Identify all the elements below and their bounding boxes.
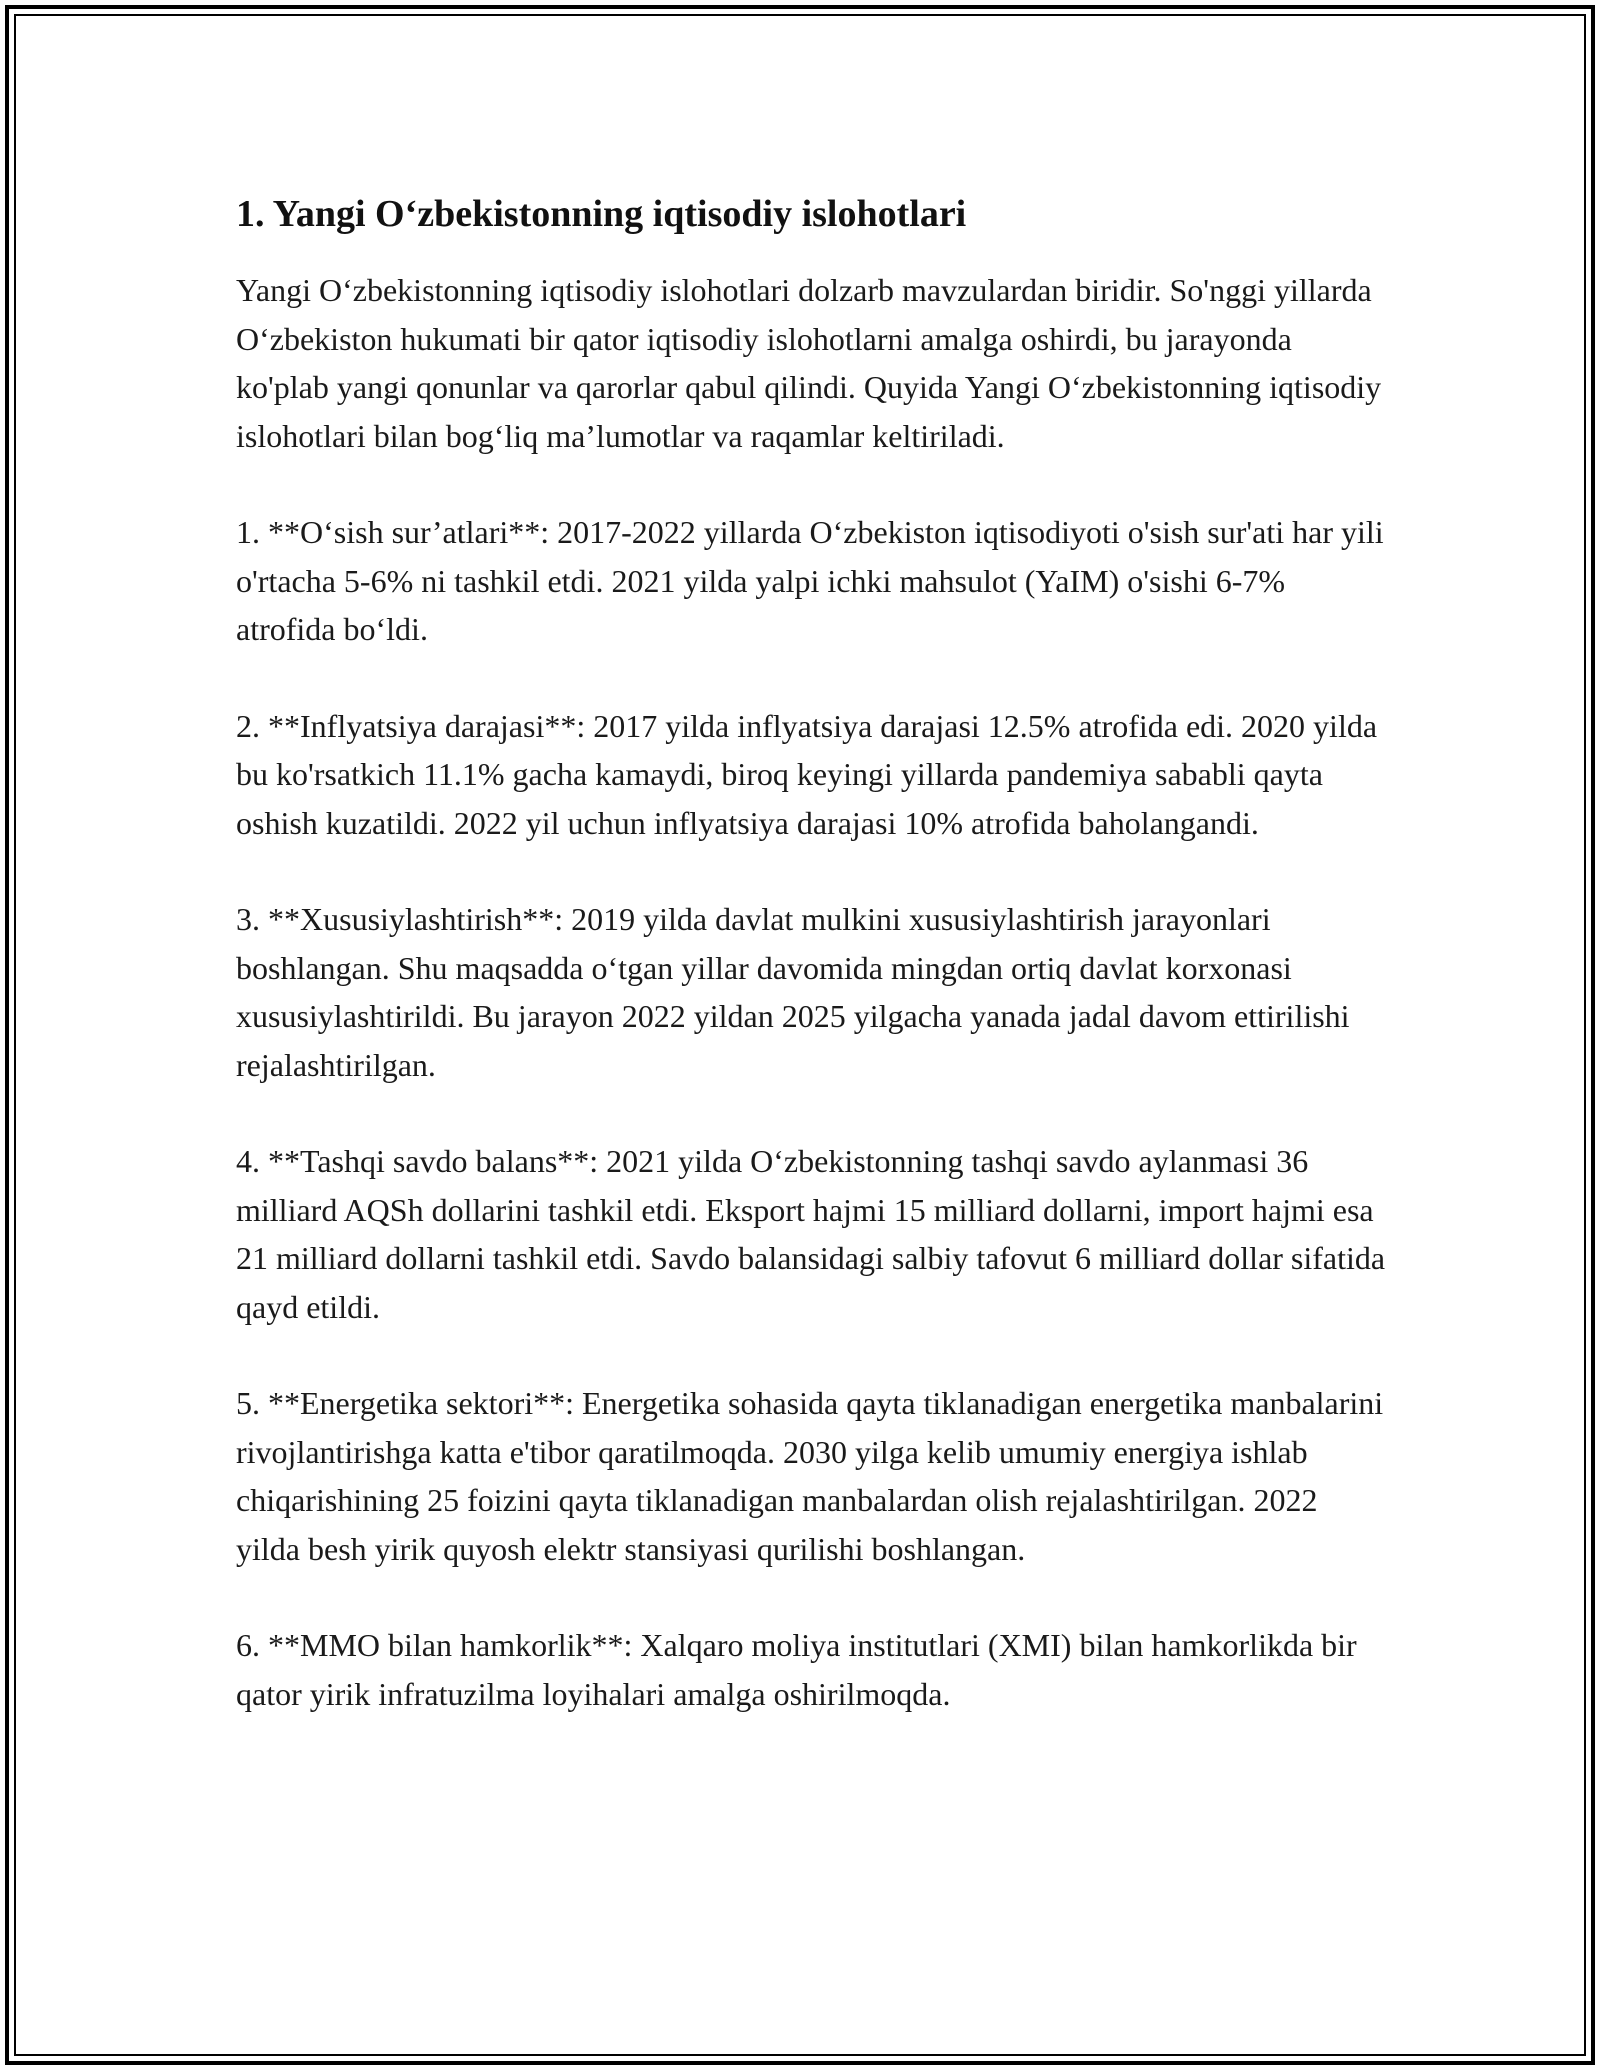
list-item-energy-sector: 5. **Energetika sektori**: Energetika sohasida qayta tiklanadigan energetika manbalarini rivojlantirishga katta e'tibor qaratilmoqda. 2030 yilga kelib umumiy energiya ishlab chiqarishining 25 foizini qayta tiklanadigan manbalardan olish rejalashtirilgan. 2022 yilda besh yirik quyosh elektr stansiyasi qurilishi boshlangan. — [236, 1385, 1384, 1567]
list-item-inflation: 2. **Inflyatsiya darajasi**: 2017 yilda inflyatsiya darajasi 12.5% atrofida edi. 2020 yilda bu ko'rsatkich 11.1% gacha kamaydi, biroq keyingi yillarda pandemiya sababli qayta oshish kuzatildi. 2022 yil uchun inflyatsiya darajasi 10% atrofida baholangandi. — [236, 707, 1378, 841]
list-item-trade-balance: 4. **Tashqi savdo balans**: 2021 yilda O‘zbekistonning tashqi savdo aylanmasi 36 milliard AQSh dollarini tashkil etdi. Eksport hajmi 15 milliard dollarni, import hajmi esa 21 milliard dollarni tashkil etdi. Savdo balansidagi salbiy tafovut 6 milliard dollar sifatida qayd etildi. — [236, 1143, 1386, 1325]
intro-paragraph: Yangi O‘zbekistonning iqtisodiy islohotlari dolzarb mavzulardan biridir. So'nggi yillarda O‘zbekiston hukumati bir qator iqtisodiy islohotlarni amalga oshirdi, bu jarayonda ko'plab yangi qonunlar va qarorlar qabul qilindi. Quyida Yangi O‘zbekistonning iqtisodiy islohotlari bilan bog‘liq ma’lumotlar va raqamlar keltiriladi. — [236, 272, 1382, 454]
list-item-privatization: 3. **Xususiylashtirish**: 2019 yilda davlat mulkini xususiylashtirish jarayonlari boshlangan. Shu maqsadda o‘tgan yillar davomida mingdan ortiq davlat korxonasi xususiylashtirildi. Bu jarayon 2022 yildan 2025 yilgacha yanada jadal davom ettirilishi rejalashtirilgan. — [236, 901, 1350, 1083]
list-item-growth-rates: 1. **O‘sish sur’atlari**: 2017-2022 yillarda O‘zbekiston iqtisodiyoti o'sish sur'ati har yili o'rtacha 5-6% ni tashkil etdi. 2021 yilda yalpi ichki mahsulot (YaIM) o'sishi 6-7% atrofida bo‘ldi. — [236, 514, 1384, 647]
document-title: 1. Yangi O‘zbekistonning iqtisodiy islohotlari — [236, 193, 967, 235]
list-item-ifi-cooperation: 6. **MMO bilan hamkorlik**: Xalqaro moliya institutlari (XMI) bilan hamkorlikda bir qator yirik infratuzilma loyihalari amalga oshirilmoqda. — [236, 1627, 1357, 1712]
document-body — [236, 188, 1386, 1766]
